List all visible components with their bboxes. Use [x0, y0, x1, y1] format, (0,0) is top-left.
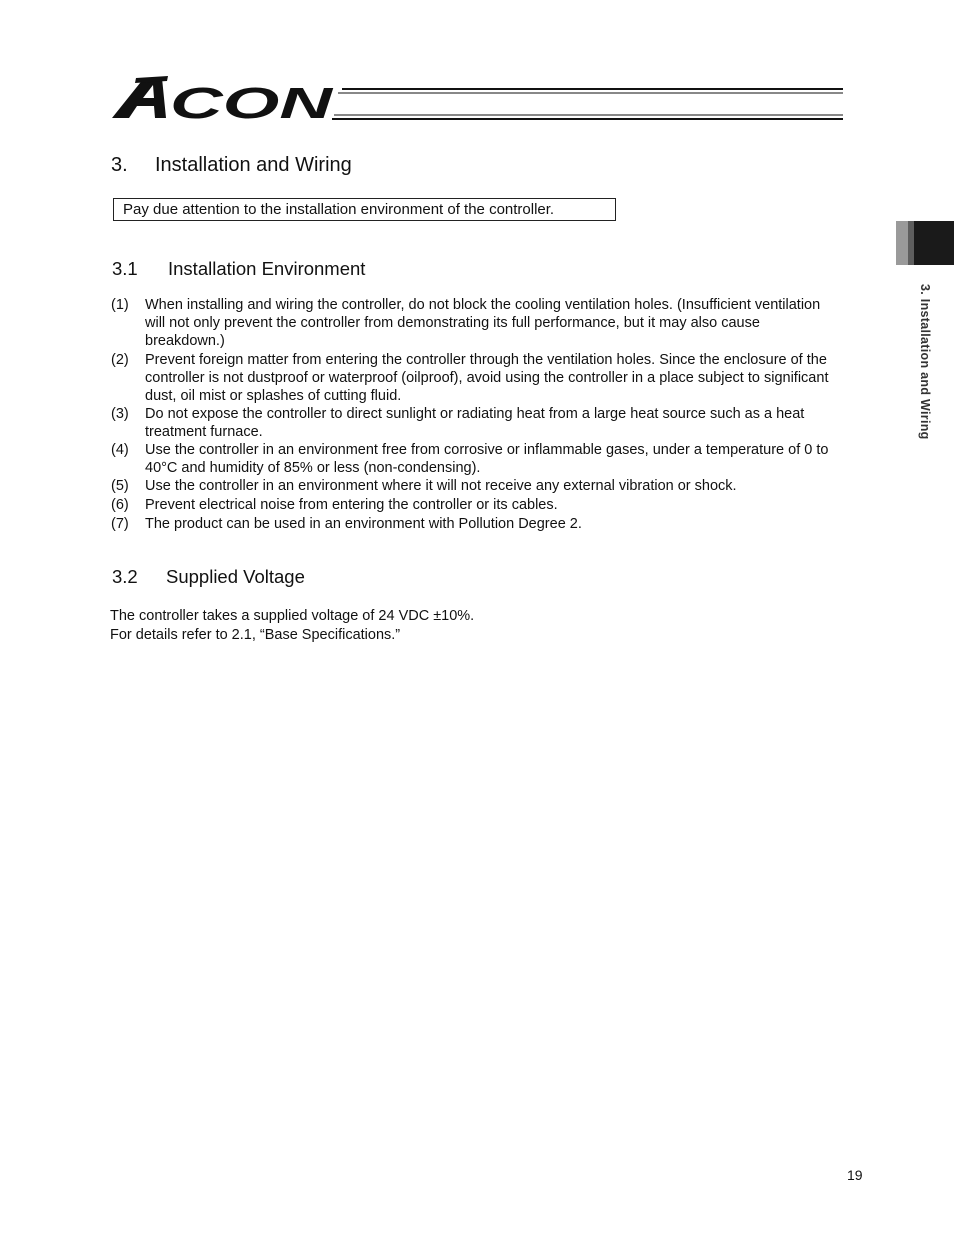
- section-number: 3.1: [112, 258, 138, 279]
- list-item: [111, 477, 841, 495]
- chapter-tab-marker: [896, 221, 954, 265]
- list-item: [111, 405, 841, 441]
- list-marker: (2): [111, 352, 129, 368]
- chapter-number: 3.: [111, 154, 128, 176]
- voltage-line: The controller takes a supplied voltage of 24 VDC ±10%.: [110, 608, 475, 624]
- section-title-text: Supplied Voltage: [166, 566, 305, 587]
- section-title-text: Installation Environment: [168, 258, 366, 279]
- list-item-text: The product can be used in an environment with Pollution Degree 2.: [145, 516, 582, 532]
- voltage-reference-line: For details refer to 2.1, “Base Specifications.”: [110, 627, 401, 643]
- section-installation-environment-title: [112, 258, 365, 280]
- notice-box: Pay due attention to the installation environment of the controller.: [113, 198, 616, 221]
- list-item: [111, 515, 841, 533]
- acon-logo: [110, 70, 843, 122]
- list-item-text: Prevent electrical noise from entering the controller or its cables.: [145, 497, 558, 513]
- list-item: [111, 441, 841, 477]
- list-item: [111, 351, 841, 405]
- chapter-title-text: Installation and Wiring: [155, 154, 352, 176]
- list-item-text: When installing and wiring the controller, do not block the cooling ventilation holes. (Insufficient ventilation will not only prevent the controller from demonstrating its full performance, but it may also cause breakdown.): [145, 297, 821, 349]
- svg-text:CON: CON: [170, 79, 335, 122]
- section-supplied-voltage-title: [112, 566, 305, 588]
- page-number: 19: [847, 1167, 863, 1183]
- tab-bar-dark: [914, 221, 954, 265]
- list-marker: (4): [111, 442, 129, 458]
- list-marker: (1): [111, 297, 129, 313]
- list-item-text: Use the controller in an environment free from corrosive or inflammable gases, under a temperature of 0 to 40°C and humidity of 85% or less (non-condensing).: [145, 442, 829, 476]
- list-marker: (6): [111, 497, 129, 513]
- list-item-text: Do not expose the controller to direct sunlight or radiating heat from a large heat source such as a heat treatment furnace.: [145, 406, 805, 440]
- chapter-title: [111, 153, 352, 177]
- list-marker: (7): [111, 516, 129, 532]
- tab-bar-light: [896, 221, 908, 265]
- section-number: 3.2: [112, 566, 138, 587]
- list-marker: (5): [111, 478, 129, 494]
- supplied-voltage-paragraph: [110, 607, 474, 645]
- list-marker: (3): [111, 406, 129, 422]
- list-item: [111, 496, 841, 514]
- list-item-text: Prevent foreign matter from entering the controller through the ventilation holes. Since the enclosure of the controller is not dustproof or waterproof (oilproof), avoid using the controller in a place subject to significant dust, oil mist or splashes of cutting fluid.: [145, 352, 829, 404]
- list-item-text: Use the controller in an environment where it will not receive any external vibration or shock.: [145, 478, 737, 494]
- side-chapter-label: 3. Installation and Wiring: [918, 284, 932, 440]
- list-item: [111, 296, 841, 350]
- installation-environment-list: [111, 296, 841, 533]
